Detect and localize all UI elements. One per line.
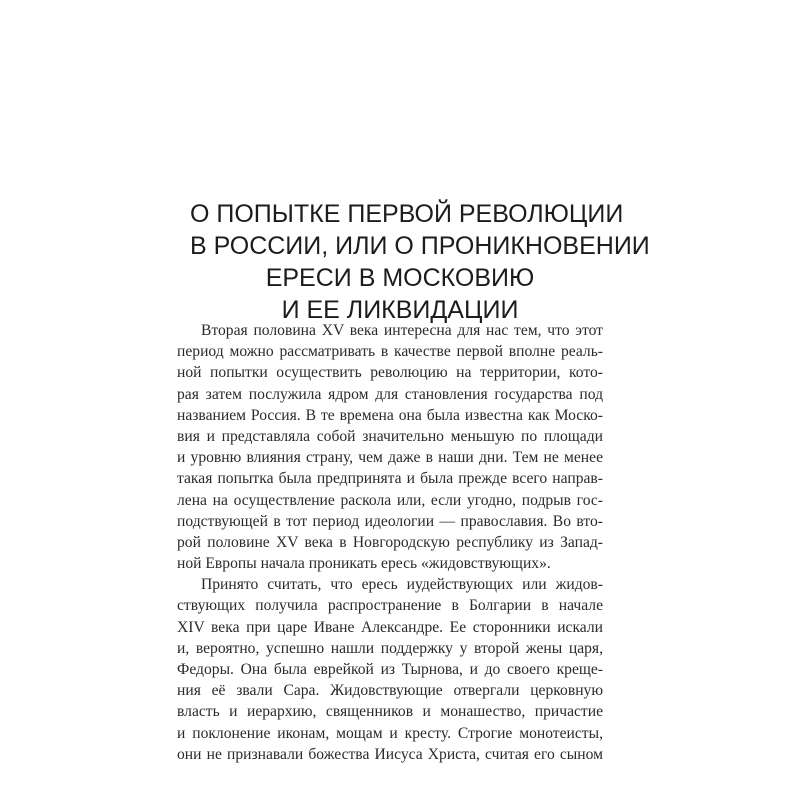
text-line: Вторая половина XV века интересна для нас тем, что этот (201, 322, 603, 339)
chapter-title-line: ЕРЕСИ В МОСКОВИЮ (265, 264, 535, 292)
text-line: период можно рассматривать в качестве первой вполне реаль- (177, 343, 603, 361)
paragraph-1 (177, 320, 603, 574)
text-line: они не признавали божества Иисуса Христа, считая его сыном (177, 745, 603, 763)
text-line: ной попытки осуществить революцию на территории, кото- (177, 364, 603, 382)
text-line: и уровню влияния страну, чем даже в наши дни. Тем не менее (177, 449, 603, 467)
text-line: подствующей в тот период идеологии — православия. Во вто- (177, 512, 603, 530)
chapter-title-line: И ЕЕ ЛИКВИДАЦИИ (281, 296, 519, 324)
chapter-title (190, 198, 650, 326)
text-line: ния её звали Сара. Жидовствующие отвергали церковную (177, 682, 603, 700)
text-line: Принято считать, что ересь иудействующих или жидов- (201, 576, 603, 594)
text-line: ной Европы начала проникать ересь «жидовствующих». (177, 555, 551, 573)
text-line: власть и иерархию, священников и монашество, причастие (177, 703, 603, 721)
text-line: Федоры. Она была еврейкой из Тырнова, и до своего креще- (177, 661, 603, 678)
text-line: лена на осуществление раскола или, если угодно, подрыв гос- (177, 491, 603, 509)
paragraph-2 (177, 574, 603, 765)
text-line: рая затем послужила ядром для становления государства под (177, 385, 603, 403)
text-line: рой половине XV века в Новгородскую республику из Запад- (177, 533, 603, 551)
text-line: названием Россия. В те времена она была известна как Моско- (177, 406, 603, 424)
text-line: и, вероятно, успешно нашли поддержку у второй жены царя, (177, 639, 603, 657)
body-text (177, 320, 603, 765)
text-line: вия и представляла собой значительно меньшую по площади (177, 427, 603, 445)
chapter-title-line: О ПОПЫТКЕ ПЕРВОЙ РЕВОЛЮЦИИ (190, 200, 624, 228)
text-line: такая попытка была предпринята и была прежде всего направ- (177, 470, 603, 488)
text-line: ствующих получила распространение в Болгарии в начале (177, 597, 603, 615)
chapter-title-line: В РОССИИ, ИЛИ О ПРОНИКНОВЕНИИ (190, 232, 650, 260)
text-line: и поклонение иконам, мощам и кресту. Строгие монотеисты, (177, 724, 603, 742)
text-line: XIV века при царе Иване Александре. Ее сторонники искали (177, 618, 603, 636)
